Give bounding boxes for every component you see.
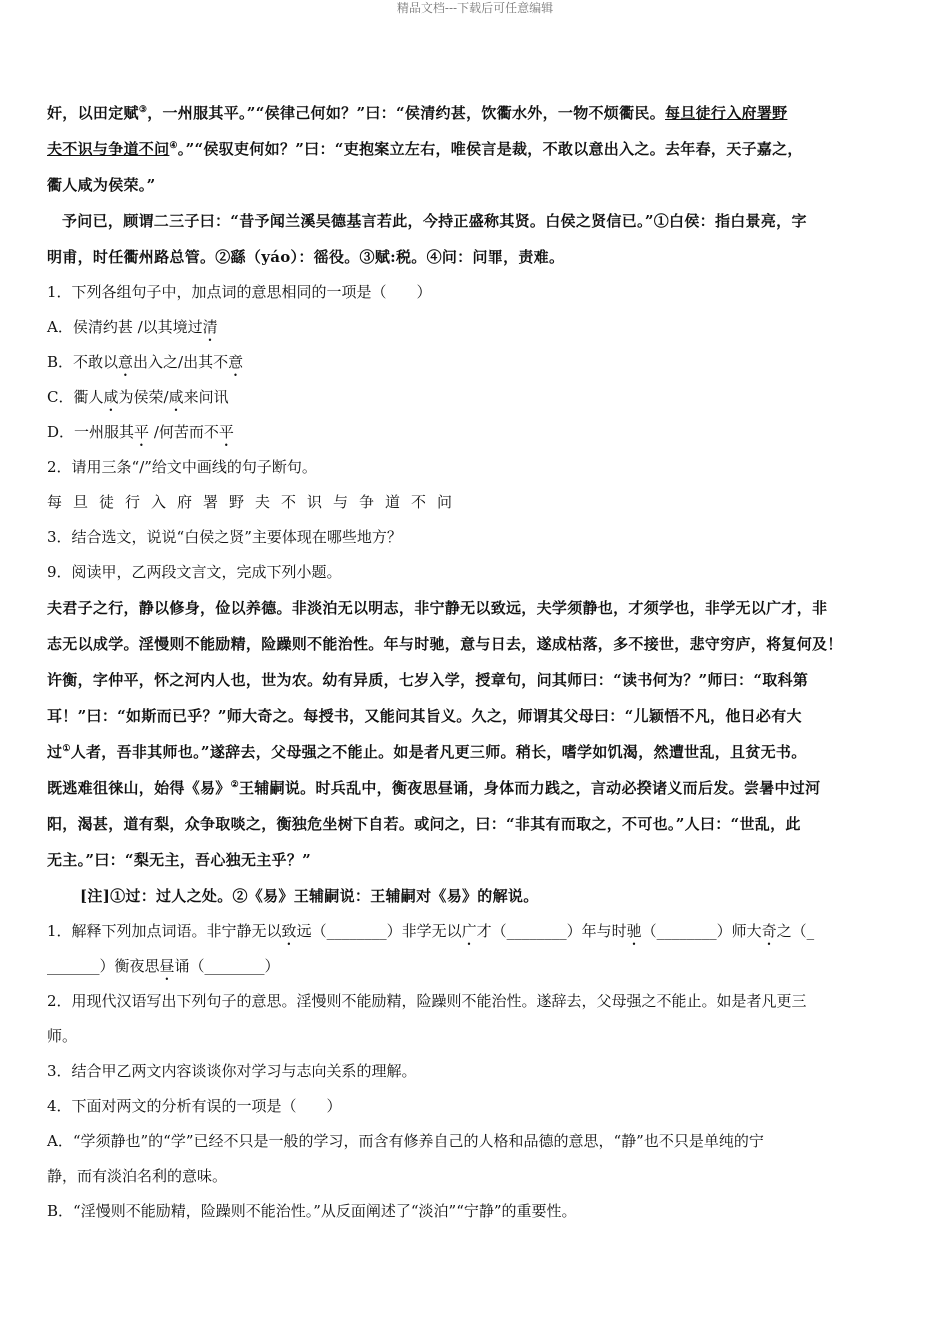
option-d xyxy=(47,415,907,450)
text: /何苦而不 xyxy=(149,423,219,441)
text: （________）师大 xyxy=(641,922,762,940)
text: C．衢人 xyxy=(47,388,104,406)
dotted-word: 昼 xyxy=(159,957,175,975)
dotted-word: 平 xyxy=(134,423,150,441)
text: 。”“侯驭吏何如？”曰：“吏抱案立左右，唯侯言是裁，不敢以意出入之。去年春，天子嘉之， xyxy=(177,140,803,158)
passage2-note: [注]①过：过人之处。②《易》王辅嗣说：王辅嗣对《易》的解说。 xyxy=(80,887,539,905)
text: 人者，吾非其师也。”遂辞去，父母强之不能止。如是者凡更三师。稍长，嗜学如饥渴，然遭世乱，且贫无书。 xyxy=(70,743,807,761)
sentence-to-punctuate: 每旦徒行入府署野夫不识与争道不问 xyxy=(47,493,464,511)
dotted-word: 广 xyxy=(461,922,477,940)
option-c xyxy=(47,380,907,415)
text: 既逃难徂徕山，始得《易》 xyxy=(47,779,231,797)
dotted-word: 意 xyxy=(228,353,244,371)
question-3: 3．结合选文，说说“白侯之贤”主要体现在哪些地方？ xyxy=(47,528,402,546)
dotted-word: 咸 xyxy=(103,388,119,406)
q2-4-option-a-line2: 静，而有淡泊名利的意味。 xyxy=(47,1167,228,1185)
q2-1-line2 xyxy=(47,949,907,984)
q2-2-line2: 师。 xyxy=(47,1027,78,1045)
question-1: 1．下列各组句子中，加点词的意思相同的一项是（ ） xyxy=(47,283,432,301)
q2-4: 4．下面对两文的分析有误的一项是（ ） xyxy=(47,1097,342,1115)
text: 来问讯 xyxy=(183,388,229,406)
passage2-line8: 无主。”曰：“梨无主，吾心独无主乎？” xyxy=(47,851,312,869)
passage2-line2: 志无以成学。淫慢则不能励精，险躁则不能治性。年与时驰，意与日去，遂成枯落，多不接世，悲守穷庐，将复何及！ xyxy=(47,635,843,653)
footnote-mark: ④ xyxy=(169,141,178,151)
underlined-sentence: 每旦徒行入府署野 xyxy=(665,104,788,122)
passage2-line7: 阳，渴甚，道有梨，众争取啖之，衡独危坐树下自若。或问之，曰：“非其有而取之，不可也。”人曰：“世乱，此 xyxy=(47,815,801,833)
dotted-word: 平 xyxy=(218,423,234,441)
dotted-word: 意 xyxy=(118,353,134,371)
text: B．不敢以 xyxy=(47,353,119,371)
question-9: 9．阅读甲，乙两段文言文，完成下列小题。 xyxy=(47,563,342,581)
dotted-word: 驰 xyxy=(626,922,642,940)
passage1-line3: 衢人咸为侯荣。” xyxy=(47,176,156,194)
q2-4-option-a-line1: A．“学须静也”的“学”已经不只是一般的学习，而含有修养自己的人格和品德的意思，“静”也不只是单纯的宁 xyxy=(47,1132,764,1150)
dotted-word: 清 xyxy=(202,318,218,336)
passage1-line2 xyxy=(47,131,907,167)
footnote-mark: ② xyxy=(230,780,239,790)
footnote-mark: ① xyxy=(62,744,71,754)
passage1-line1 xyxy=(47,95,907,131)
q2-1-line1 xyxy=(47,914,907,949)
option-a xyxy=(47,310,907,345)
text: D．一州服其 xyxy=(47,423,135,441)
dotted-word: 致 xyxy=(281,922,297,940)
q2-3: 3．结合甲乙两文内容谈谈你对学习与志向关系的理解。 xyxy=(47,1062,417,1080)
text: 为侯荣/ xyxy=(118,388,169,406)
text: 之（_ xyxy=(776,922,815,940)
passage1-line5: 明甫，时任衢州路总管。②繇（yáo）：徭役。③赋:税。④问：问罪，责难。 xyxy=(47,248,565,266)
text: A．侯清约甚 /以其境过 xyxy=(47,318,203,336)
option-b xyxy=(47,345,907,380)
text: 出入之/出其不 xyxy=(133,353,229,371)
passage2-line1: 夫君子之行，静以修身，俭以养德。非淡泊无以明志，非宁静无以致远，夫学须静也，才须学也，非学无以广才，非 xyxy=(47,599,828,617)
dotted-word: 咸 xyxy=(168,388,184,406)
dotted-word: 奇 xyxy=(761,922,777,940)
document-body xyxy=(47,95,907,1229)
text: 过 xyxy=(47,743,63,761)
text: ，一州服其平。”“侯律己何如？”曰：“侯清约甚，饮衢水外，一物不烦衢民。 xyxy=(147,104,666,122)
underlined-sentence: 夫不识与争道不问 xyxy=(47,140,170,158)
text: 远（________）非学无以 xyxy=(296,922,462,940)
question-2: 2．请用三条“/”给文中画线的句子断句。 xyxy=(47,458,317,476)
text: 王辅嗣说。时兵乱中，衡夜思昼诵，身体而力践之，言动必揆诸义而后发。尝暑中过河 xyxy=(238,779,821,797)
footnote-mark: ③ xyxy=(138,105,148,115)
passage2-line6 xyxy=(47,770,907,806)
q2-4-option-b: B．“淫慢则不能励精，险躁则不能治性。”从反面阐述了“淡泊”“宁静”的重要性。 xyxy=(47,1202,577,1220)
page-header: 精品文档---下载后可任意编辑 xyxy=(396,1,554,15)
passage1-line4: 予问已，顾谓二三子曰：“昔予闻兰溪吴德基言若此，今持正盛称其贤。白侯之贤信已。”①白侯：指白景亮，字 xyxy=(62,212,807,230)
text: 才（________）年与时 xyxy=(476,922,627,940)
text: 诵（________） xyxy=(174,957,280,975)
passage2-line4: 耳！”曰：“如斯而已乎？”师大奇之。每授书，又能问其旨义。久之，师谓其父母曰：“儿颖悟不凡，他日必有大 xyxy=(47,707,802,725)
text: 奸，以田定赋 xyxy=(47,104,139,122)
text: 1．解释下列加点词语。非宁静无以 xyxy=(47,922,282,940)
passage2-line3: 许衡，字仲平，怀之河内人也，世为农。幼有异质，七岁入学，授章句，问其师曰：“读书何为？”师曰：“取科第 xyxy=(47,671,809,689)
text: _______）衡夜思 xyxy=(47,957,160,975)
passage2-line5 xyxy=(47,734,907,770)
q2-2-line1: 2．用现代汉语写出下列句子的意思。淫慢则不能励精，险躁则不能治性。遂辞去，父母强之不能止。如是者凡更三 xyxy=(47,992,807,1010)
